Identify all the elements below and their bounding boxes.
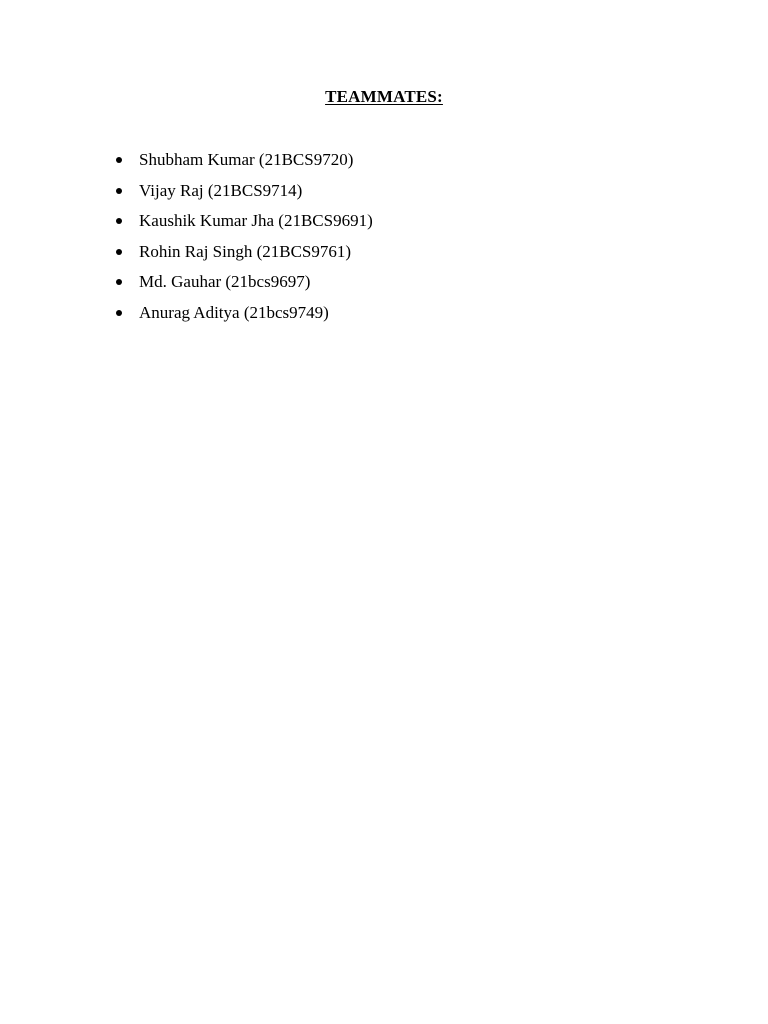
list-item: [0, 270, 373, 301]
list-item: [0, 301, 373, 332]
member-name: Md. Gauhar (21bcs9697): [139, 272, 311, 292]
bullet-icon: [116, 310, 122, 316]
member-name: Kaushik Kumar Jha (21BCS9691): [139, 211, 373, 231]
list-item: [0, 179, 373, 210]
page-title: TEAMMATES:: [325, 87, 443, 106]
member-name: Shubham Kumar (21BCS9720): [139, 150, 354, 169]
member-name: Vijay Raj (21BCS9714): [139, 180, 303, 200]
bullet-icon: [116, 218, 122, 224]
bullet-icon: [116, 279, 122, 285]
member-name: Rohin Raj Singh (21BCS9761): [139, 241, 352, 261]
list-item: [0, 240, 373, 271]
list-item: [0, 148, 373, 179]
member-name: Anurag Aditya (21bcs9749): [139, 302, 329, 322]
bullet-icon: [116, 157, 122, 163]
bullet-icon: [116, 249, 122, 255]
bullet-icon: [116, 188, 122, 194]
list-item: [0, 209, 373, 240]
teammates-list: [0, 148, 373, 332]
